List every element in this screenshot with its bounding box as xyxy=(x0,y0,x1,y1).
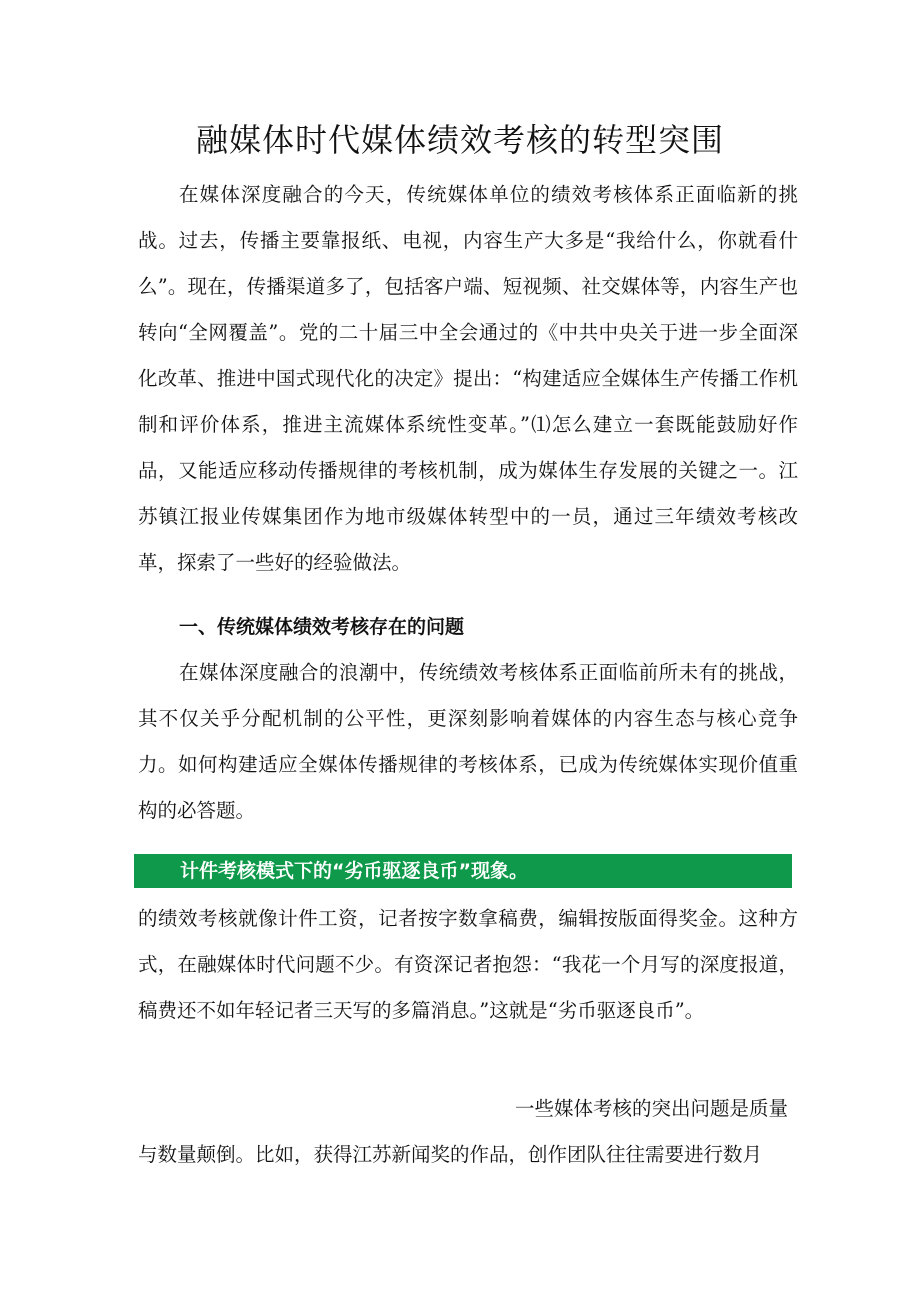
highlighted-subheading xyxy=(134,854,792,888)
paragraph-intro: 在媒体深度融合的今天，传统媒体单位的绩效考核体系正面临新的挑战。过去，传播主要靠报纸、电视，内容生产大多是“我给什么，你就看什么”。现在，传播渠道多了，包括客户端、短视频、社交媒体等，内容生产也转向“全网覆盖”。党的二十届三中全会通过的《中共中央关于进一步全面深化改革、推进中国式现代化的决定》提出：“构建适应全媒体生产传播工作机制和评价体系，推进主流媒体系统性变革。”⑴怎么建立一套既能鼓励好作品，又能适应移动传播规律的考核机制，成为媒体生存发展的关键之一。江苏镇江报业传媒集团作为地市级媒体转型中的一员，通过三年绩效考核改革，探索了一些好的经验做法。 xyxy=(138,183,798,574)
paragraph-piecework: 的绩效考核就像计件工资，记者按字数拿稿费，编辑按版面得奖金。这种方式，在融媒体时代问题不少。有资深记者抱怨：“我花一个月写的深度报道，稿费还不如年轻记者三天写的多篇消息。”这就是“劣币驱逐良币”。 xyxy=(138,907,798,1022)
section-heading: 一、传统媒体绩效考核存在的问题 xyxy=(179,616,465,638)
paragraph-quality-lead: 一些媒体考核的突出问题是质量 xyxy=(514,1097,788,1120)
paragraph-challenge: 在媒体深度融合的浪潮中，传统绩效考核体系正面临前所未有的挑战，其不仅关乎分配机制的公平性，更深刻影响着媒体的内容生态与核心竞争力。如何构建适应全媒体传播规律的考核体系，已成为传统媒体实现价值重构的必答题。 xyxy=(138,661,798,822)
paragraph-quality: 与数量颠倒。比如，获得江苏新闻奖的作品，创作团队往往需要进行数月 xyxy=(138,1143,763,1166)
highlighted-subheading-text: 计件考核模式下的“劣币驱逐良币”现象。 xyxy=(180,860,528,882)
document-title: 融媒体时代媒体绩效考核的转型突围 xyxy=(195,121,724,159)
